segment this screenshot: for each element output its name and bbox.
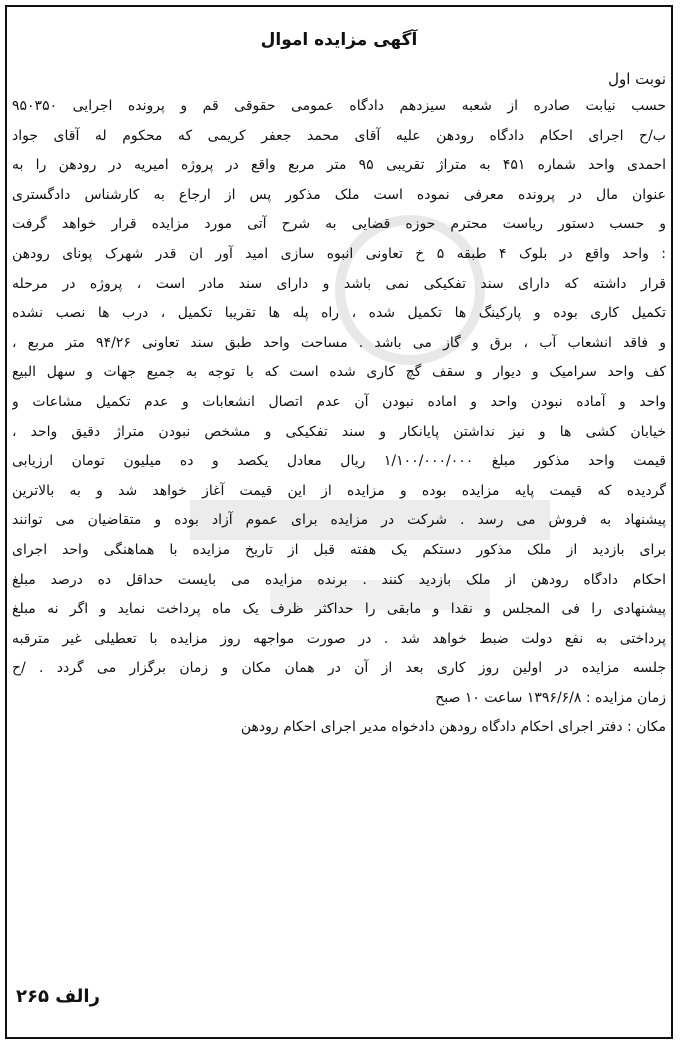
body-line: کف واحد سرامیک و دیوار و سقف گچ کاری شده است که با توجه به جمیع جهات و سهل البیع (12, 364, 666, 381)
body-line: جلسه مزایده در اولین روز کاری بعد از آن در همان مکان و زمان برگزار می گردد . /ح (12, 660, 666, 677)
body-line: قیمت واحد مذکور مبلغ ۱/۱۰۰/۰۰۰/۰۰۰ ریال معادل یکصد و ده میلیون تومان ارزیابی (12, 453, 666, 470)
body-line: واحد و آماده نبودن واحد و اماده نبودن آن عدم اتصال انشعابات و عدم تکمیل مشاعات و (12, 393, 666, 410)
body-line: عنوان مال در پرونده معرفی نموده است ملک مذکور پس از ارجاع به کارشناس دادگستری (12, 186, 666, 203)
notice-code: رالف ۲۶۵ (16, 986, 100, 1007)
body-line: پیشنهاد به فروش می رسد . شرکت در مزایده برای عموم آزاد بوده و متقاضیان می توانند (12, 512, 666, 529)
body-line: و فاقد انشعاب آب ، برق و گاز می باشد . مساحت واحد طبق سند تعاونی ۹۴/۲۶ متر مربع ، (12, 334, 666, 351)
auction-time: زمان مزایده : ۱۳۹۶/۶/۸ ساعت ۱۰ صبح (435, 689, 666, 706)
body-line: برای بازدید از ملک مذکور دستکم یک هفته قبل از تاریخ مزایده با هماهنگی واحد اجرای (12, 541, 666, 558)
body-line: ب/ح اجرای احکام دادگاه رودهن علیه آقای محمد جعفر کریمی که محکوم له آقای جواد (12, 127, 666, 144)
auction-place: مکان : دفتر اجرای احکام دادگاه رودهن دادخواه مدیر اجرای احکام رودهن (240, 719, 666, 736)
body-line: و حسب دستور ریاست محترم حوزه قضایی به شرح آتی مورد مزایده قرار خواهد گرفت (12, 216, 666, 233)
body-line: خیابان کشی ها و نیز نداشتن پایانکار و سند تفکیکی و مشخص نبودن متراژ دقیق واحد ، (12, 423, 666, 440)
body-line: گردیده که قیمت پایه مزایده بوده و مزایده از این قیمت آغاز خواهد شد و به بالاترین (12, 482, 666, 499)
body-line: احکام دادگاه رودهن از ملک بازدید کنند . برنده مزایده می بایست حداقل ده درصد مبلغ (12, 571, 666, 588)
body-line: : واحد واقع در بلوک ۴ طبقه ۵ خ تعاونی انبوه سازی امید آور ان قدر شهرک پونای رودهن (12, 245, 666, 262)
body-line: حسب نیابت صادره از شعبه سیزدهم دادگاه عمومی حقوقی قم و پرونده اجرایی ۹۵۰۳۵۰ (12, 98, 666, 114)
body-line: پیشنهادی را فی المجلس و نقدا و مابقی را حداکثر ظرف یک ماه پرداخت نماید و اگر نه مبلغ (12, 601, 666, 618)
notice-content (12, 30, 666, 743)
notice-title: آگهی مزایده اموال (260, 30, 418, 50)
notice-round: نوبت اول (608, 70, 666, 88)
notice-body (12, 92, 666, 684)
body-line: قرار داشته که دارای سند تفکیکی نمی باشد و دارای سند مادر است ، پروژه در مرحله (12, 275, 666, 292)
body-line: احمدی واحد شماره ۴۵۱ به متراژ تقریبی ۹۵ متر مربع واقع در پروژه امیریه در رودهن را به (12, 157, 666, 174)
body-line: پرداختی به نفع دولت ضبط خواهد شد . در صورت مواجهه روز مزایده با تعطیلی غیر مترقبه (12, 630, 666, 647)
body-line: تکمیل کاری بوده و پارکینگ ها تکمیل شده ، راه پله ها تقریبا تکمیل ، درب ها نصب نشده (12, 305, 666, 322)
